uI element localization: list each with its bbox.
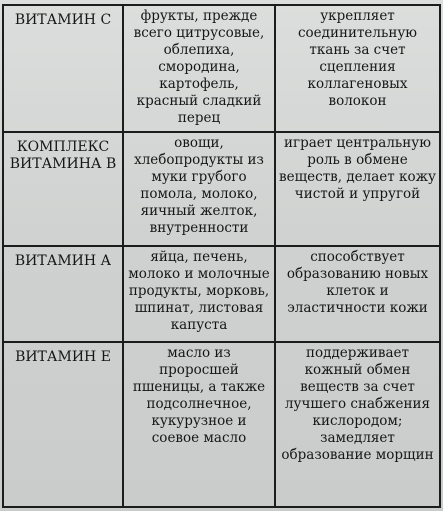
effect-cell: играет центральную роль в обмене веществ, делает кожу чистой и упругой xyxy=(275,132,440,246)
vitamin-name-cell: ВИТАМИН А xyxy=(3,246,123,342)
vitamin-name-cell: ВИТАМИН С xyxy=(3,5,123,132)
table-row xyxy=(3,342,440,507)
sources-cell: яйца, печень, молоко и молочные продукты, морковь, шпинат, листовая капуста xyxy=(123,246,275,342)
table-row xyxy=(3,5,440,132)
table-row xyxy=(3,132,440,246)
table-row xyxy=(3,246,440,342)
vitamin-name-cell: ВИТАМИН Е xyxy=(3,342,123,507)
effect-cell: поддерживает кожный обмен веществ за счет лучшего снабжения кислородом; замедляет образование морщин xyxy=(275,342,440,507)
effect-cell: укрепляет соединительную ткань за счет сцепления коллагеновых волокон xyxy=(275,5,440,132)
effect-cell: способствует образованию новых клеток и эластичности кожи xyxy=(275,246,440,342)
sources-cell: овощи, хлебопродукты из муки грубого помола, молоко, яичный желток, внутренности xyxy=(123,132,275,246)
sources-cell: масло из проросшей пшеницы, а также подсолнечное, кукурузное и соевое масло xyxy=(123,342,275,507)
sources-cell: фрукты, прежде всего цитрусовые, облепиха, смородина, картофель, красный сладкий перец xyxy=(123,5,275,132)
vitamin-name-cell: КОМПЛЕКС ВИТАМИНА В xyxy=(3,132,123,246)
vitamin-table xyxy=(2,4,441,508)
